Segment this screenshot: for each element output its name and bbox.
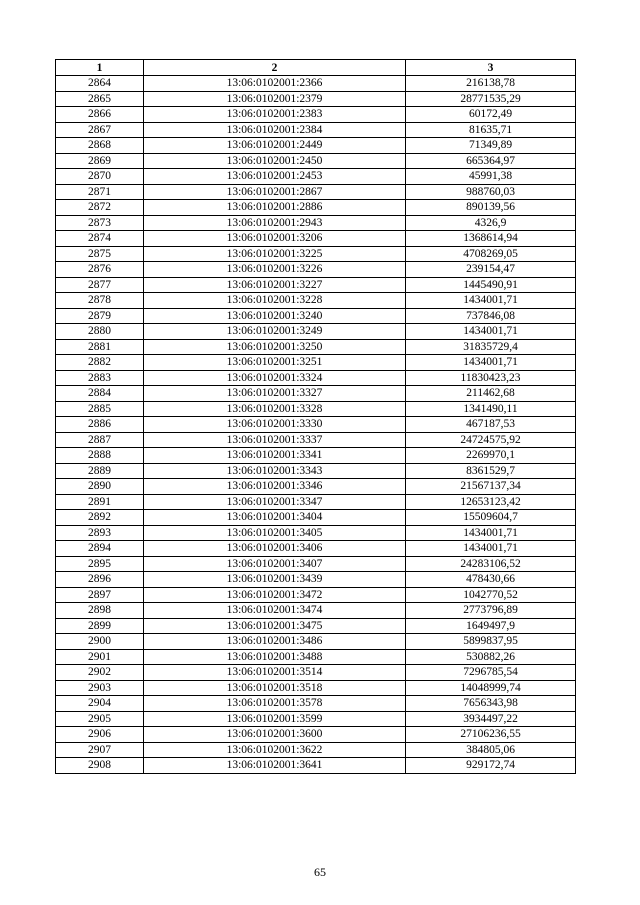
table-row bbox=[56, 200, 576, 216]
value-cell: 737846,08 bbox=[406, 308, 576, 324]
value-cell: 1434001,71 bbox=[406, 355, 576, 371]
row-number-cell: 2867 bbox=[56, 122, 144, 138]
page-number: 65 bbox=[314, 865, 326, 879]
value-cell: 384805,06 bbox=[406, 742, 576, 758]
cadastral-number-cell: 13:06:0102001:3578 bbox=[144, 696, 406, 712]
table-row bbox=[56, 324, 576, 340]
cadastral-number-cell: 13:06:0102001:3337 bbox=[144, 432, 406, 448]
row-number-cell: 2875 bbox=[56, 246, 144, 262]
value-cell: 890139,56 bbox=[406, 200, 576, 216]
row-number-cell: 2902 bbox=[56, 665, 144, 681]
value-cell: 81635,71 bbox=[406, 122, 576, 138]
cadastral-number-cell: 13:06:0102001:3514 bbox=[144, 665, 406, 681]
value-cell: 28771535,29 bbox=[406, 91, 576, 107]
row-number-cell: 2885 bbox=[56, 401, 144, 417]
row-number-cell: 2894 bbox=[56, 541, 144, 557]
table-row bbox=[56, 680, 576, 696]
row-number-cell: 2901 bbox=[56, 649, 144, 665]
value-cell: 478430,66 bbox=[406, 572, 576, 588]
table-row bbox=[56, 603, 576, 619]
row-number-cell: 2893 bbox=[56, 525, 144, 541]
column-header-cadastral: 2 bbox=[144, 60, 406, 76]
row-number-cell: 2872 bbox=[56, 200, 144, 216]
cadastral-number-cell: 13:06:0102001:3226 bbox=[144, 262, 406, 278]
cadastral-number-cell: 13:06:0102001:3227 bbox=[144, 277, 406, 293]
table-row bbox=[56, 541, 576, 557]
row-number-cell: 2897 bbox=[56, 587, 144, 603]
row-number-cell: 2888 bbox=[56, 448, 144, 464]
row-number-cell: 2906 bbox=[56, 727, 144, 743]
table-row bbox=[56, 122, 576, 138]
table-row bbox=[56, 665, 576, 681]
cadastral-number-cell: 13:06:0102001:3206 bbox=[144, 231, 406, 247]
row-number-cell: 2889 bbox=[56, 463, 144, 479]
cadastral-number-cell: 13:06:0102001:3599 bbox=[144, 711, 406, 727]
table-row bbox=[56, 463, 576, 479]
row-number-cell: 2898 bbox=[56, 603, 144, 619]
cadastral-number-cell: 13:06:0102001:2383 bbox=[144, 107, 406, 123]
value-cell: 24724575,92 bbox=[406, 432, 576, 448]
cadastral-number-cell: 13:06:0102001:2450 bbox=[144, 153, 406, 169]
cadastral-number-cell: 13:06:0102001:3600 bbox=[144, 727, 406, 743]
cadastral-number-cell: 13:06:0102001:2366 bbox=[144, 76, 406, 92]
table-row bbox=[56, 76, 576, 92]
value-cell: 1434001,71 bbox=[406, 324, 576, 340]
cadastral-number-cell: 13:06:0102001:3341 bbox=[144, 448, 406, 464]
cadastral-number-cell: 13:06:0102001:3407 bbox=[144, 556, 406, 572]
table-row bbox=[56, 727, 576, 743]
cadastral-number-cell: 13:06:0102001:3251 bbox=[144, 355, 406, 371]
value-cell: 988760,03 bbox=[406, 184, 576, 200]
row-number-cell: 2904 bbox=[56, 696, 144, 712]
row-number-cell: 2874 bbox=[56, 231, 144, 247]
value-cell: 467187,53 bbox=[406, 417, 576, 433]
table-row bbox=[56, 510, 576, 526]
column-header-number: 1 bbox=[56, 60, 144, 76]
row-number-cell: 2905 bbox=[56, 711, 144, 727]
cadastral-number-cell: 13:06:0102001:3330 bbox=[144, 417, 406, 433]
cadastral-number-cell: 13:06:0102001:3347 bbox=[144, 494, 406, 510]
value-cell: 27106236,55 bbox=[406, 727, 576, 743]
cadastral-number-cell: 13:06:0102001:2449 bbox=[144, 138, 406, 154]
cadastral-number-cell: 13:06:0102001:2867 bbox=[144, 184, 406, 200]
cadastral-number-cell: 13:06:0102001:3474 bbox=[144, 603, 406, 619]
row-number-cell: 2903 bbox=[56, 680, 144, 696]
cadastral-number-cell: 13:06:0102001:3439 bbox=[144, 572, 406, 588]
row-number-cell: 2878 bbox=[56, 293, 144, 309]
row-number-cell: 2869 bbox=[56, 153, 144, 169]
table-row bbox=[56, 618, 576, 634]
cadastral-number-cell: 13:06:0102001:3328 bbox=[144, 401, 406, 417]
row-number-cell: 2873 bbox=[56, 215, 144, 231]
cadastral-number-cell: 13:06:0102001:3406 bbox=[144, 541, 406, 557]
registry-table bbox=[55, 59, 576, 774]
row-number-cell: 2866 bbox=[56, 107, 144, 123]
value-cell: 1341490,11 bbox=[406, 401, 576, 417]
cadastral-number-cell: 13:06:0102001:3225 bbox=[144, 246, 406, 262]
table-row bbox=[56, 277, 576, 293]
table-row bbox=[56, 107, 576, 123]
value-cell: 1368614,94 bbox=[406, 231, 576, 247]
row-number-cell: 2887 bbox=[56, 432, 144, 448]
row-number-cell: 2883 bbox=[56, 370, 144, 386]
table-row bbox=[56, 91, 576, 107]
row-number-cell: 2877 bbox=[56, 277, 144, 293]
table-row bbox=[56, 556, 576, 572]
cadastral-number-cell: 13:06:0102001:2453 bbox=[144, 169, 406, 185]
value-cell: 2773796,89 bbox=[406, 603, 576, 619]
cadastral-number-cell: 13:06:0102001:3327 bbox=[144, 386, 406, 402]
value-cell: 60172,49 bbox=[406, 107, 576, 123]
table-row bbox=[56, 401, 576, 417]
value-cell: 239154,47 bbox=[406, 262, 576, 278]
value-cell: 11830423,23 bbox=[406, 370, 576, 386]
value-cell: 211462,68 bbox=[406, 386, 576, 402]
cadastral-number-cell: 13:06:0102001:3622 bbox=[144, 742, 406, 758]
cadastral-number-cell: 13:06:0102001:3488 bbox=[144, 649, 406, 665]
row-number-cell: 2895 bbox=[56, 556, 144, 572]
cadastral-number-cell: 13:06:0102001:3324 bbox=[144, 370, 406, 386]
row-number-cell: 2881 bbox=[56, 339, 144, 355]
value-cell: 14048999,74 bbox=[406, 680, 576, 696]
table-row bbox=[56, 432, 576, 448]
cadastral-number-cell: 13:06:0102001:3475 bbox=[144, 618, 406, 634]
cadastral-number-cell: 13:06:0102001:3346 bbox=[144, 479, 406, 495]
value-cell: 530882,26 bbox=[406, 649, 576, 665]
cadastral-number-cell: 13:06:0102001:2943 bbox=[144, 215, 406, 231]
value-cell: 7296785,54 bbox=[406, 665, 576, 681]
value-cell: 24283106,52 bbox=[406, 556, 576, 572]
table-row bbox=[56, 246, 576, 262]
value-cell: 45991,38 bbox=[406, 169, 576, 185]
value-cell: 1042770,52 bbox=[406, 587, 576, 603]
table-row bbox=[56, 215, 576, 231]
table-row bbox=[56, 153, 576, 169]
cadastral-number-cell: 13:06:0102001:3343 bbox=[144, 463, 406, 479]
table-row bbox=[56, 370, 576, 386]
row-number-cell: 2870 bbox=[56, 169, 144, 185]
table-row bbox=[56, 525, 576, 541]
row-number-cell: 2907 bbox=[56, 742, 144, 758]
table-row bbox=[56, 696, 576, 712]
value-cell: 15509604,7 bbox=[406, 510, 576, 526]
row-number-cell: 2900 bbox=[56, 634, 144, 650]
row-number-cell: 2864 bbox=[56, 76, 144, 92]
table-row bbox=[56, 572, 576, 588]
table-row bbox=[56, 293, 576, 309]
table-header-row bbox=[56, 60, 576, 76]
value-cell: 4326,9 bbox=[406, 215, 576, 231]
table-row bbox=[56, 308, 576, 324]
table-row bbox=[56, 587, 576, 603]
row-number-cell: 2884 bbox=[56, 386, 144, 402]
cadastral-number-cell: 13:06:0102001:3472 bbox=[144, 587, 406, 603]
row-number-cell: 2865 bbox=[56, 91, 144, 107]
table-row bbox=[56, 634, 576, 650]
table-row bbox=[56, 386, 576, 402]
row-number-cell: 2871 bbox=[56, 184, 144, 200]
table-row bbox=[56, 494, 576, 510]
row-number-cell: 2868 bbox=[56, 138, 144, 154]
row-number-cell: 2890 bbox=[56, 479, 144, 495]
table-row bbox=[56, 262, 576, 278]
table-row bbox=[56, 339, 576, 355]
table-row bbox=[56, 355, 576, 371]
table-row bbox=[56, 711, 576, 727]
value-cell: 665364,97 bbox=[406, 153, 576, 169]
table-row bbox=[56, 742, 576, 758]
cadastral-number-cell: 13:06:0102001:3404 bbox=[144, 510, 406, 526]
cadastral-number-cell: 13:06:0102001:3486 bbox=[144, 634, 406, 650]
value-cell: 5899837,95 bbox=[406, 634, 576, 650]
cadastral-number-cell: 13:06:0102001:3240 bbox=[144, 308, 406, 324]
value-cell: 929172,74 bbox=[406, 758, 576, 774]
value-cell: 1434001,71 bbox=[406, 293, 576, 309]
table-row bbox=[56, 649, 576, 665]
cadastral-number-cell: 13:06:0102001:3228 bbox=[144, 293, 406, 309]
value-cell: 216138,78 bbox=[406, 76, 576, 92]
cadastral-number-cell: 13:06:0102001:3518 bbox=[144, 680, 406, 696]
cadastral-number-cell: 13:06:0102001:2379 bbox=[144, 91, 406, 107]
value-cell: 4708269,05 bbox=[406, 246, 576, 262]
column-header-value: 3 bbox=[406, 60, 576, 76]
value-cell: 2269970,1 bbox=[406, 448, 576, 464]
value-cell: 1434001,71 bbox=[406, 541, 576, 557]
table-row bbox=[56, 448, 576, 464]
row-number-cell: 2886 bbox=[56, 417, 144, 433]
table-row bbox=[56, 417, 576, 433]
table-row bbox=[56, 231, 576, 247]
row-number-cell: 2882 bbox=[56, 355, 144, 371]
table-row bbox=[56, 758, 576, 774]
table-row bbox=[56, 479, 576, 495]
value-cell: 3934497,22 bbox=[406, 711, 576, 727]
cadastral-number-cell: 13:06:0102001:3641 bbox=[144, 758, 406, 774]
table-row bbox=[56, 138, 576, 154]
value-cell: 8361529,7 bbox=[406, 463, 576, 479]
cadastral-number-cell: 13:06:0102001:3250 bbox=[144, 339, 406, 355]
value-cell: 1649497,9 bbox=[406, 618, 576, 634]
table-body bbox=[56, 76, 576, 774]
cadastral-number-cell: 13:06:0102001:3249 bbox=[144, 324, 406, 340]
row-number-cell: 2899 bbox=[56, 618, 144, 634]
row-number-cell: 2876 bbox=[56, 262, 144, 278]
row-number-cell: 2879 bbox=[56, 308, 144, 324]
value-cell: 1445490,91 bbox=[406, 277, 576, 293]
value-cell: 71349,89 bbox=[406, 138, 576, 154]
value-cell: 12653123,42 bbox=[406, 494, 576, 510]
value-cell: 7656343,98 bbox=[406, 696, 576, 712]
value-cell: 31835729,4 bbox=[406, 339, 576, 355]
value-cell: 21567137,34 bbox=[406, 479, 576, 495]
table-row bbox=[56, 169, 576, 185]
cadastral-number-cell: 13:06:0102001:2384 bbox=[144, 122, 406, 138]
cadastral-number-cell: 13:06:0102001:3405 bbox=[144, 525, 406, 541]
row-number-cell: 2892 bbox=[56, 510, 144, 526]
value-cell: 1434001,71 bbox=[406, 525, 576, 541]
row-number-cell: 2891 bbox=[56, 494, 144, 510]
row-number-cell: 2880 bbox=[56, 324, 144, 340]
row-number-cell: 2896 bbox=[56, 572, 144, 588]
row-number-cell: 2908 bbox=[56, 758, 144, 774]
cadastral-number-cell: 13:06:0102001:2886 bbox=[144, 200, 406, 216]
table-row bbox=[56, 184, 576, 200]
